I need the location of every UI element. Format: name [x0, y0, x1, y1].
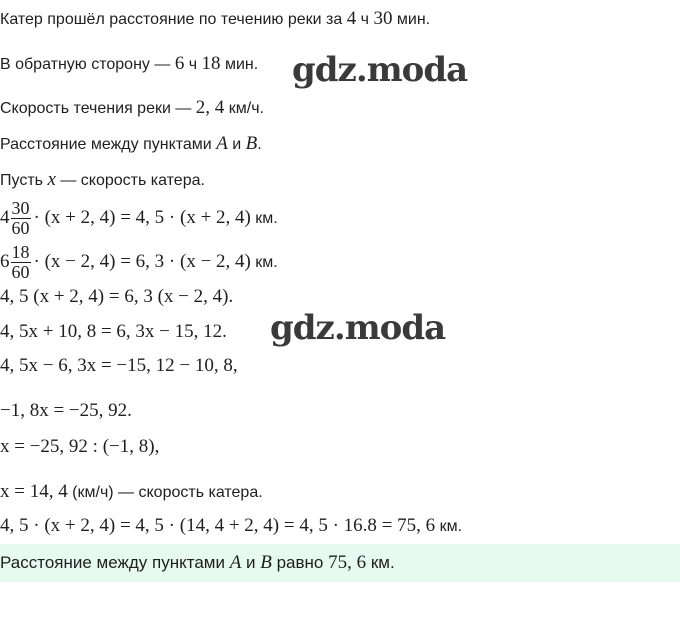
equation-step-2: 4, 5x + 10, 8 = 6, 3x − 15, 12. — [0, 321, 227, 342]
equation-step-3: 4, 5x − 6, 3x = −15, 12 − 10, 8, — [0, 355, 238, 376]
distance-calculation: 4, 5 · (x + 2, 4) = 4, 5 · (14, 4 + 2, 4) = 4, 5 · 16.8 = 75, 6 км. — [0, 515, 463, 536]
problem-line-current: Скорость течения реки — 2, 4 км/ч. — [0, 97, 264, 118]
equation-upstream: 6 $\frac{18}{60}$ · (x − 2, 4) = 6, 3 · (x − 2, 4) км. — [0, 242, 278, 283]
fraction: $\frac{30}{60}$ — [11, 198, 30, 239]
problem-line-question: Расстояние между пунктами A и B. — [0, 133, 262, 154]
answer-box — [0, 544, 680, 582]
equation-step-5: x = −25, 92 : (−1, 8), — [0, 436, 160, 457]
equation-downstream: 4 $\frac{30}{60}$ · (x + 2, 4) = 4, 5 · (x + 2, 4) км. — [0, 198, 278, 239]
problem-line-downstream: Катер прошёл расстояние по течению реки за 4 ч 30 мин. — [0, 8, 431, 29]
let-statement: Пусть x — скорость катера. — [0, 169, 205, 190]
watermark-logo: gdz.moda — [292, 50, 468, 90]
watermark-logo: gdz.moda — [270, 308, 446, 348]
fraction: $\frac{18}{60}$ — [11, 242, 30, 283]
equation-step-1: 4, 5 (x + 2, 4) = 6, 3 (x − 2, 4). — [0, 286, 234, 307]
speed-result: x = 14, 4 (км/ч) — скорость катера. — [0, 481, 263, 502]
equation-step-4: −1, 8x = −25, 92. — [0, 400, 132, 421]
answer-text: Расстояние между пунктами A и B равно 75, 6 км. — [0, 552, 395, 573]
problem-line-upstream: В обратную сторону — 6 ч 18 мин. — [0, 53, 259, 74]
